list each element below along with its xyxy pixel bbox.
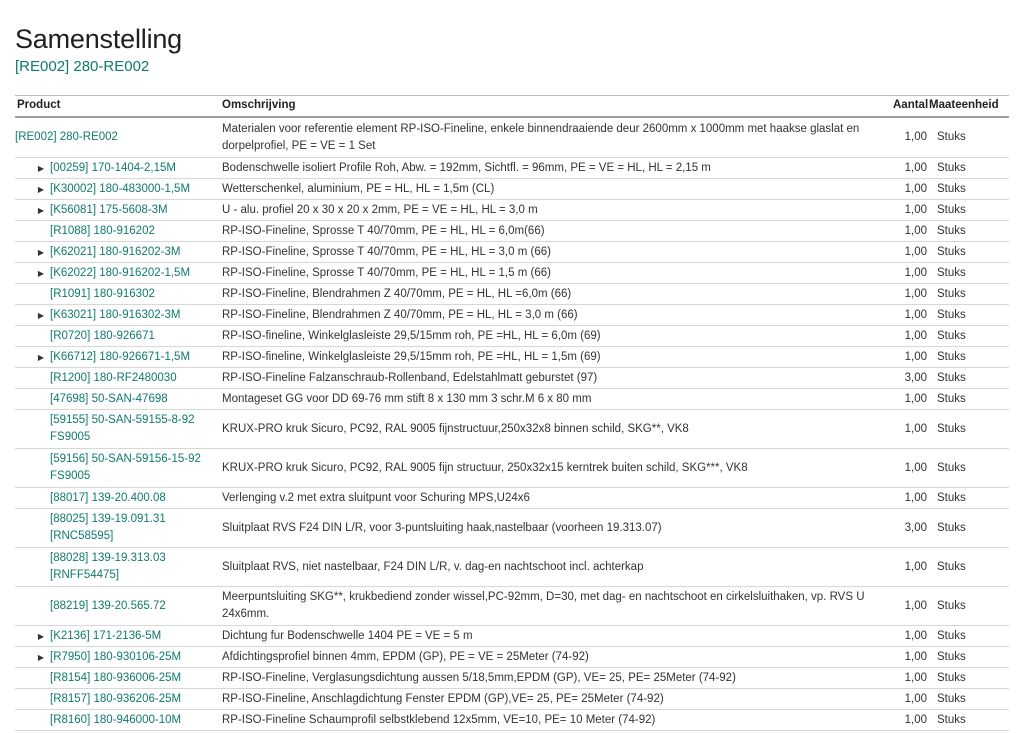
product-description-text: KRUX-PRO kruk Sicuro, PC92, RAL 9005 fijn structuur, 250x32x15 kerntrek buiten schild, SKG***, VK8 — [222, 461, 748, 474]
unit: Stuks — [937, 161, 966, 174]
product-code[interactable] — [50, 449, 220, 487]
product-code[interactable] — [50, 179, 220, 199]
product-description — [222, 410, 882, 448]
product-description-text: KRUX-PRO kruk Sicuro, PC92, RAL 9005 fijnstructuur,250x32x8 binnen schild, SKG**, VK8 — [222, 422, 689, 435]
product-code[interactable] — [50, 668, 220, 688]
column-header-description: Omschrijving — [222, 99, 296, 111]
unit: Stuks — [937, 692, 966, 705]
quantity: 1,00 — [904, 266, 927, 279]
expand-caret-icon[interactable]: ▶ — [37, 352, 45, 362]
table-row[interactable] — [15, 200, 1009, 221]
quantity: 1,00 — [904, 560, 927, 573]
unit: Stuks — [937, 224, 966, 237]
product-code[interactable] — [50, 305, 220, 325]
table-row[interactable] — [15, 389, 1009, 410]
product-description — [222, 548, 882, 586]
unit: Stuks — [937, 560, 966, 573]
product-code[interactable] — [50, 263, 220, 283]
quantity: 1,00 — [904, 203, 927, 216]
expand-caret-icon[interactable]: ▶ — [37, 163, 45, 173]
page — [15, 0, 1009, 733]
product-code[interactable] — [50, 158, 220, 178]
product-description-text: RP-ISO-Fineline, Sprosse T 40/70mm, PE = HL, HL = 1,5 m (66) — [222, 266, 551, 279]
product-code-text: [88028] 139-19.313.03 [RNFF54475] — [50, 552, 166, 581]
product-description — [222, 626, 882, 646]
unit: Stuks — [937, 245, 966, 258]
product-code[interactable] — [50, 368, 220, 388]
quantity: 1,00 — [904, 329, 927, 342]
product-code[interactable] — [50, 284, 220, 304]
table-row[interactable] — [15, 668, 1009, 689]
table-row[interactable] — [15, 626, 1009, 647]
product-code-text: [88219] 139-20.565.72 — [50, 599, 166, 612]
table-row[interactable] — [15, 509, 1009, 548]
product-code-text: [59155] 50-SAN-59155-8-92 FS9005 — [50, 414, 195, 443]
product-description — [222, 710, 882, 730]
product-description — [222, 221, 882, 241]
quantity: 1,00 — [904, 692, 927, 705]
quantity: 3,00 — [904, 521, 927, 534]
table-row[interactable] — [15, 689, 1009, 710]
product-code[interactable] — [50, 221, 220, 241]
product-code[interactable] — [15, 118, 220, 157]
product-code-text: [K63021] 180-916302-3M — [50, 308, 181, 321]
quantity: 1,00 — [904, 224, 927, 237]
product-description — [222, 668, 882, 688]
table-row[interactable] — [15, 118, 1009, 158]
table-header — [15, 96, 1009, 118]
table-row[interactable] — [15, 305, 1009, 326]
table-row[interactable] — [15, 587, 1009, 626]
expand-caret-icon[interactable]: ▶ — [37, 184, 45, 194]
product-code-text: [RE002] 280-RE002 — [15, 131, 118, 143]
expand-caret-icon[interactable]: ▶ — [37, 205, 45, 215]
table-row[interactable] — [15, 410, 1009, 449]
product-description-text: RP-ISO-Fineline, Anschlagdichtung Fenster EPDM (GP),VE= 25, PE= 25Meter (74-92) — [222, 692, 664, 705]
quantity: 1,00 — [904, 599, 927, 612]
product-code-text: [K62022] 180-916202-1,5M — [50, 266, 191, 279]
table-row[interactable] — [15, 326, 1009, 347]
product-description-text: Bodenschwelle isoliert Profile Roh, Abw. = 192mm, Sichtfl. = 96mm, PE = VE = HL, HL = 2,15 m — [222, 161, 711, 174]
table-row[interactable] — [15, 647, 1009, 668]
product-code-text: [K30002] 180-483000-1,5M — [50, 182, 191, 195]
unit: Stuks — [937, 521, 966, 534]
quantity: 1,00 — [904, 713, 927, 726]
product-code-text: [59156] 50-SAN-59156-15-92 FS9005 — [50, 453, 201, 482]
expand-caret-icon[interactable]: ▶ — [37, 631, 45, 641]
table-row[interactable] — [15, 284, 1009, 305]
unit: Stuks — [937, 671, 966, 684]
product-description-text: RP-ISO-Fineline, Blendrahmen Z 40/70mm, PE = HL, HL =6,0m (66) — [222, 287, 572, 300]
product-description — [222, 449, 882, 487]
product-description — [222, 488, 882, 508]
product-description-text: RP-ISO-fineline, Winkelglasleiste 29,5/15mm roh, PE =HL, HL = 6,0m (69) — [222, 329, 601, 342]
product-description-text: RP-ISO-Fineline, Blendrahmen Z 40/70mm, PE = HL, HL = 3,0 m (66) — [222, 308, 578, 321]
unit: Stuks — [937, 182, 966, 195]
product-description — [222, 263, 882, 283]
unit: Stuks — [937, 392, 966, 405]
product-code[interactable] — [50, 710, 220, 730]
product-description — [222, 284, 882, 304]
product-code-text: [K2136] 171-2136-5M — [50, 629, 162, 642]
product-code-text: [47698] 50-SAN-47698 — [50, 392, 168, 405]
product-description — [222, 200, 882, 220]
product-code-text: [R8157] 180-936206-25M — [50, 692, 182, 705]
product-code-text: [00259] 170-1404-2,15M — [50, 161, 176, 174]
product-code-text: [K66712] 180-926671-1,5M — [50, 350, 191, 363]
product-code[interactable] — [50, 389, 220, 409]
product-code-text: [R0720] 180-926671 — [50, 329, 155, 342]
table-row[interactable] — [15, 347, 1009, 368]
unit: Stuks — [937, 266, 966, 279]
unit: Stuks — [937, 131, 966, 143]
quantity: 1,00 — [904, 629, 927, 642]
product-description-text: RP-ISO-fineline, Winkelglasleiste 29,5/15mm roh, PE =HL, HL = 1,5m (69) — [222, 350, 601, 363]
product-description — [222, 326, 882, 346]
product-code-text: [R1088] 180-916202 — [50, 224, 155, 237]
product-code-text: [88017] 139-20.400.08 — [50, 491, 166, 504]
product-description — [222, 647, 882, 667]
quantity: 1,00 — [904, 671, 927, 684]
quantity: 1,00 — [904, 350, 927, 363]
product-description — [222, 179, 882, 199]
product-description-text: Wetterschenkel, aluminium, PE = HL, HL = 1,5m (CL) — [222, 182, 495, 195]
product-description — [222, 118, 882, 157]
unit: Stuks — [937, 287, 966, 300]
product-description — [222, 158, 882, 178]
table-row[interactable] — [15, 263, 1009, 284]
unit: Stuks — [937, 350, 966, 363]
table-row[interactable] — [15, 449, 1009, 488]
product-code[interactable] — [50, 587, 220, 625]
product-code[interactable] — [50, 548, 220, 586]
unit: Stuks — [937, 329, 966, 342]
table-row[interactable] — [15, 710, 1009, 731]
composition-table — [15, 95, 1009, 731]
column-header-unit: Maateenheid — [929, 99, 999, 111]
page-subtitle: [RE002] 280-RE002 — [15, 58, 150, 75]
table-row[interactable] — [15, 179, 1009, 200]
unit: Stuks — [937, 650, 966, 663]
unit: Stuks — [937, 629, 966, 642]
quantity: 1,00 — [904, 245, 927, 258]
unit: Stuks — [937, 713, 966, 726]
table-row[interactable] — [15, 242, 1009, 263]
product-code[interactable] — [50, 647, 220, 667]
quantity: 1,00 — [904, 308, 927, 321]
product-code-text: [R7950] 180-930106-25M — [50, 650, 182, 663]
product-description-text: Afdichtingsprofiel binnen 4mm, EPDM (GP), PE = VE = 25Meter (74-92) — [222, 650, 589, 663]
quantity: 1,00 — [904, 161, 927, 174]
unit: Stuks — [937, 203, 966, 216]
product-code-text: [R8154] 180-936006-25M — [50, 671, 182, 684]
expand-caret-icon[interactable]: ▶ — [37, 310, 45, 320]
table-row[interactable] — [15, 221, 1009, 242]
product-description — [222, 242, 882, 262]
product-description — [222, 368, 882, 388]
product-description-text: Meerpuntsluiting SKG**, krukbediend zonder wissel,PC-92mm, D=30, met dag- en nachtschoot en cirkelsluithaken, vp. RVS U 24x6mm. — [222, 591, 865, 620]
product-description-text: RP-ISO-Fineline, Sprosse T 40/70mm, PE = HL, HL = 6,0m(66) — [222, 224, 545, 237]
expand-caret-icon[interactable]: ▶ — [37, 652, 45, 662]
unit: Stuks — [937, 422, 966, 435]
quantity: 1,00 — [904, 392, 927, 405]
product-code[interactable] — [50, 626, 220, 646]
product-description — [222, 389, 882, 409]
unit: Stuks — [937, 491, 966, 504]
product-code[interactable] — [50, 410, 220, 448]
product-description-text: RP-ISO-Fineline Schaumprofil selbstklebend 12x5mm, VE=10, PE= 10 Meter (74-92) — [222, 713, 656, 726]
product-code-text: [R1091] 180-916302 — [50, 287, 155, 300]
product-description — [222, 347, 882, 367]
quantity: 1,00 — [904, 422, 927, 435]
table-row[interactable] — [15, 368, 1009, 389]
product-code[interactable] — [50, 347, 220, 367]
quantity: 1,00 — [904, 131, 927, 143]
expand-caret-icon[interactable]: ▶ — [37, 247, 45, 257]
table-row[interactable] — [15, 548, 1009, 587]
product-description-text: Verlenging v.2 met extra sluitpunt voor Schuring MPS,U24x6 — [222, 491, 530, 504]
product-code-text: [R8160] 180-946000-10M — [50, 713, 182, 726]
quantity: 3,00 — [904, 371, 927, 384]
product-description — [222, 689, 882, 709]
unit: Stuks — [937, 371, 966, 384]
product-code-text: [88025] 139-19.091.31 [RNC58595] — [50, 513, 166, 542]
product-description-text: Montageset GG voor DD 69-76 mm stift 8 x 130 mm 3 schr.M 6 x 80 mm — [222, 392, 592, 405]
product-code[interactable] — [50, 242, 220, 262]
product-description-text: Sluitplaat RVS F24 DIN L/R, voor 3-puntsluiting haak,nastelbaar (voorheen 19.313.07) — [222, 521, 662, 534]
product-description — [222, 587, 882, 625]
unit: Stuks — [937, 599, 966, 612]
product-description-text: RP-ISO-Fineline, Sprosse T 40/70mm, PE = HL, HL = 3,0 m (66) — [222, 245, 551, 258]
page-title: Samenstelling — [15, 24, 182, 54]
quantity: 1,00 — [904, 182, 927, 195]
column-header-product: Product — [17, 99, 61, 111]
unit: Stuks — [937, 308, 966, 321]
product-code-text: [K56081] 175-5608-3M — [50, 203, 168, 216]
product-code[interactable] — [50, 689, 220, 709]
quantity: 1,00 — [904, 650, 927, 663]
quantity: 1,00 — [904, 491, 927, 504]
product-code[interactable] — [50, 488, 220, 508]
product-description-text: Dichtung fur Bodenschwelle 1404 PE = VE = 5 m — [222, 629, 473, 642]
product-description-text: RP-ISO-Fineline, Verglasungsdichtung aussen 5/18,5mm,EPDM (GP), VE= 25, PE= 25Meter (74-92) — [222, 671, 736, 684]
product-code-text: [R1200] 180-RF2480030 — [50, 371, 177, 384]
product-code-text: [K62021] 180-916202-3M — [50, 245, 181, 258]
product-description-text: RP-ISO-Fineline Falzanschraub-Rollenband, Edelstahlmatt geburstet (97) — [222, 371, 598, 384]
product-code[interactable] — [50, 200, 220, 220]
quantity: 1,00 — [904, 287, 927, 300]
table-row[interactable] — [15, 488, 1009, 509]
table-row[interactable] — [15, 158, 1009, 179]
product-description — [222, 305, 882, 325]
product-code[interactable] — [50, 326, 220, 346]
product-description — [222, 509, 882, 547]
unit: Stuks — [937, 461, 966, 474]
table-body — [15, 118, 1009, 731]
product-code[interactable] — [50, 509, 220, 547]
product-description-text: U - alu. profiel 20 x 30 x 20 x 2mm, PE = VE = HL, HL = 3,0 m — [222, 203, 538, 216]
column-header-qty: Aantal — [893, 99, 929, 111]
quantity: 1,00 — [904, 461, 927, 474]
expand-caret-icon[interactable]: ▶ — [37, 268, 45, 278]
product-description-text: Materialen voor referentie element RP-ISO-Fineline, enkele binnendraaiende deur 2600mm x 1000mm met haakse glaslat en dorpelprofiel, PE = VE = 1 Set — [222, 122, 860, 152]
product-description-text: Sluitplaat RVS, niet nastelbaar, F24 DIN L/R, v. dag-en nachtschoot incl. achterkap — [222, 560, 644, 573]
